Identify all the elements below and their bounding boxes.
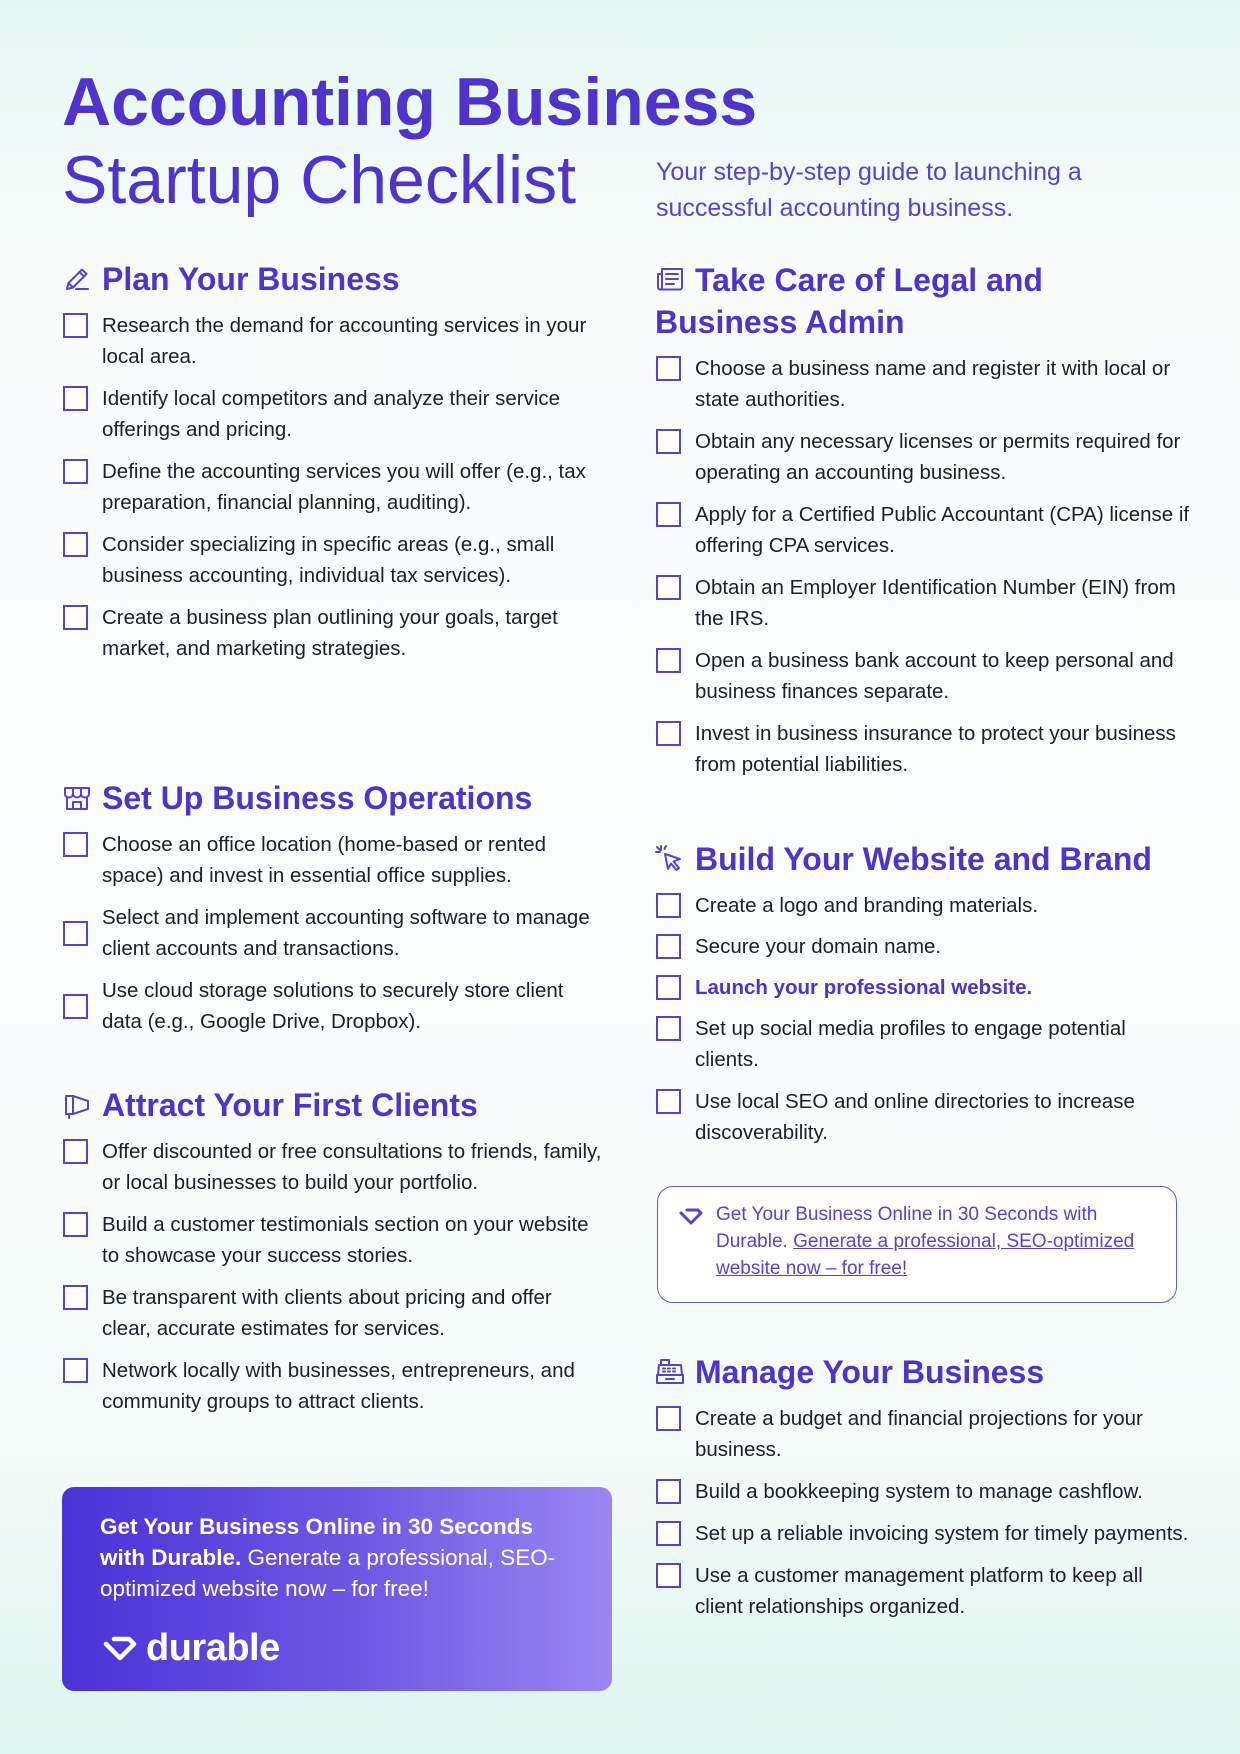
checkbox[interactable] (63, 1358, 88, 1383)
checkbox[interactable] (656, 721, 681, 746)
checklist-item: Apply for a Certified Public Accountant (CPA) license if offering CPA services. (655, 499, 1190, 561)
cursor-click-icon (655, 844, 685, 874)
page-subtitle: Your step-by-step guide to launching a successful accounting business. (656, 158, 1082, 222)
checklist-item: Use cloud storage solutions to securely store client data (e.g., Google Drive, Dropbox). (62, 975, 602, 1037)
document-icon (655, 264, 685, 294)
callout-link[interactable]: Generate a professional, SEO-optimized website now – for free! (716, 1231, 1135, 1279)
page-title: Accounting Business (62, 64, 758, 140)
section-manage (655, 1351, 1190, 1633)
checkbox[interactable] (656, 1563, 681, 1588)
checklist-item: Set up social media profiles to engage potential clients. (655, 1013, 1190, 1075)
checklist-item: Network locally with businesses, entrepreneurs, and community groups to attract clients. (62, 1355, 602, 1417)
launch-website-link[interactable]: Launch your professional website. (695, 976, 1033, 999)
checklist-item: Use a customer management platform to keep all client relationships organized. (655, 1560, 1190, 1622)
checkbox[interactable] (656, 1406, 681, 1431)
checklist-item: Invest in business insurance to protect your business from potential liabilities. (655, 718, 1190, 780)
cash-register-icon (655, 1357, 685, 1387)
checklist-item: Define the accounting services you will offer (e.g., tax preparation, financial planning, auditing). (62, 456, 602, 518)
checklist-item: Select and implement accounting software to manage client accounts and transactions. (62, 902, 602, 964)
checklist-item: Consider specializing in specific areas (e.g., small business accounting, individual tax services). (62, 529, 602, 591)
section-operations-title: Set Up Business Operations (102, 780, 533, 816)
section-legal-list (655, 353, 1190, 780)
section-plan-list (62, 310, 602, 664)
checklist-item: Use local SEO and online directories to increase discoverability. (655, 1086, 1190, 1148)
durable-logo-icon (678, 1207, 704, 1227)
checkbox[interactable] (656, 1521, 681, 1546)
checklist-item: Set up a reliable invoicing system for timely payments. (655, 1518, 1190, 1549)
section-legal-title: Take Care of Legal and Business Admin (655, 262, 1043, 340)
section-plan-heading (62, 258, 602, 300)
banner-text (100, 1511, 574, 1604)
checkbox[interactable] (656, 1089, 681, 1114)
checkbox[interactable] (63, 994, 88, 1019)
checklist-item: Build a bookkeeping system to manage cashflow. (655, 1476, 1190, 1507)
checkbox[interactable] (656, 1479, 681, 1504)
callout-lead: Get Your Business Online in 30 Seconds with Durable. (716, 1204, 1098, 1252)
section-website-heading (655, 838, 1190, 880)
checklist-item: Choose an office location (home-based or rented space) and invest in essential office supplies. (62, 829, 602, 891)
checklist-item: Open a business bank account to keep personal and business finances separate. (655, 645, 1190, 707)
checklist-item: Create a budget and financial projections for your business. (655, 1403, 1190, 1465)
section-clients-list (62, 1136, 602, 1417)
checkbox[interactable] (656, 1016, 681, 1041)
section-website (655, 838, 1190, 1159)
durable-callout (657, 1186, 1177, 1303)
section-clients-heading (62, 1084, 602, 1126)
section-clients-title: Attract Your First Clients (102, 1087, 478, 1123)
checkbox[interactable] (63, 532, 88, 557)
checkbox[interactable] (63, 313, 88, 338)
checkbox[interactable] (656, 356, 681, 381)
checklist-item: Offer discounted or free consultations to friends, family, or local businesses to build your portfolio. (62, 1136, 602, 1198)
section-website-title: Build Your Website and Brand (695, 841, 1152, 877)
checkbox[interactable] (63, 605, 88, 630)
section-manage-title: Manage Your Business (695, 1354, 1045, 1390)
checkbox[interactable] (656, 934, 681, 959)
checkbox[interactable] (63, 386, 88, 411)
checklist-item (655, 972, 1190, 1003)
checkbox[interactable] (63, 1139, 88, 1164)
section-legal (655, 258, 1190, 791)
banner-bold: Get Your Business Online in 30 Seconds with Durable. (100, 1514, 534, 1570)
checkbox[interactable] (656, 648, 681, 673)
checklist-item: Secure your domain name. (655, 931, 1190, 962)
checkbox[interactable] (63, 832, 88, 857)
checkbox[interactable] (656, 975, 681, 1000)
page-title-line-2: Startup Checklist (62, 142, 576, 218)
durable-wordmark: durable (146, 1627, 280, 1669)
section-operations (62, 777, 602, 1048)
section-operations-list (62, 829, 602, 1037)
durable-promo-banner[interactable] (62, 1487, 612, 1691)
storefront-icon (62, 783, 92, 813)
pencil-icon (62, 264, 92, 294)
durable-logo-icon (102, 1635, 138, 1663)
section-operations-heading (62, 777, 602, 819)
section-plan-title: Plan Your Business (102, 261, 400, 297)
checklist-item: Obtain an Employer Identification Number (EIN) from the IRS. (655, 572, 1190, 634)
checkbox[interactable] (656, 429, 681, 454)
section-manage-list (655, 1403, 1190, 1622)
checklist-item: Create a business plan outlining your goals, target market, and marketing strategies. (62, 602, 602, 664)
banner-rest: Generate a professional, SEO-optimized website now – for free! (100, 1545, 556, 1601)
checkbox[interactable] (656, 502, 681, 527)
section-clients (62, 1084, 602, 1428)
section-legal-heading (655, 258, 1190, 343)
section-manage-heading (655, 1351, 1190, 1393)
checkbox[interactable] (63, 459, 88, 484)
checkbox[interactable] (63, 921, 88, 946)
checklist-item: Choose a business name and register it with local or state authorities. (655, 353, 1190, 415)
checklist-item: Obtain any necessary licenses or permits required for operating an accounting business. (655, 426, 1190, 488)
checkbox[interactable] (656, 575, 681, 600)
callout-text (716, 1201, 1156, 1302)
checkbox[interactable] (63, 1212, 88, 1237)
section-plan (62, 258, 602, 675)
megaphone-icon (62, 1090, 92, 1120)
section-website-list (655, 890, 1190, 1148)
durable-brand (102, 1627, 280, 1670)
checklist-item: Create a logo and branding materials. (655, 890, 1190, 921)
checklist-item: Identify local competitors and analyze their service offerings and pricing. (62, 383, 602, 445)
checkbox[interactable] (63, 1285, 88, 1310)
checkbox[interactable] (656, 893, 681, 918)
checklist-item: Be transparent with clients about pricing and offer clear, accurate estimates for services. (62, 1282, 602, 1344)
checklist-item: Research the demand for accounting services in your local area. (62, 310, 602, 372)
checklist-item: Build a customer testimonials section on your website to showcase your success stories. (62, 1209, 602, 1271)
